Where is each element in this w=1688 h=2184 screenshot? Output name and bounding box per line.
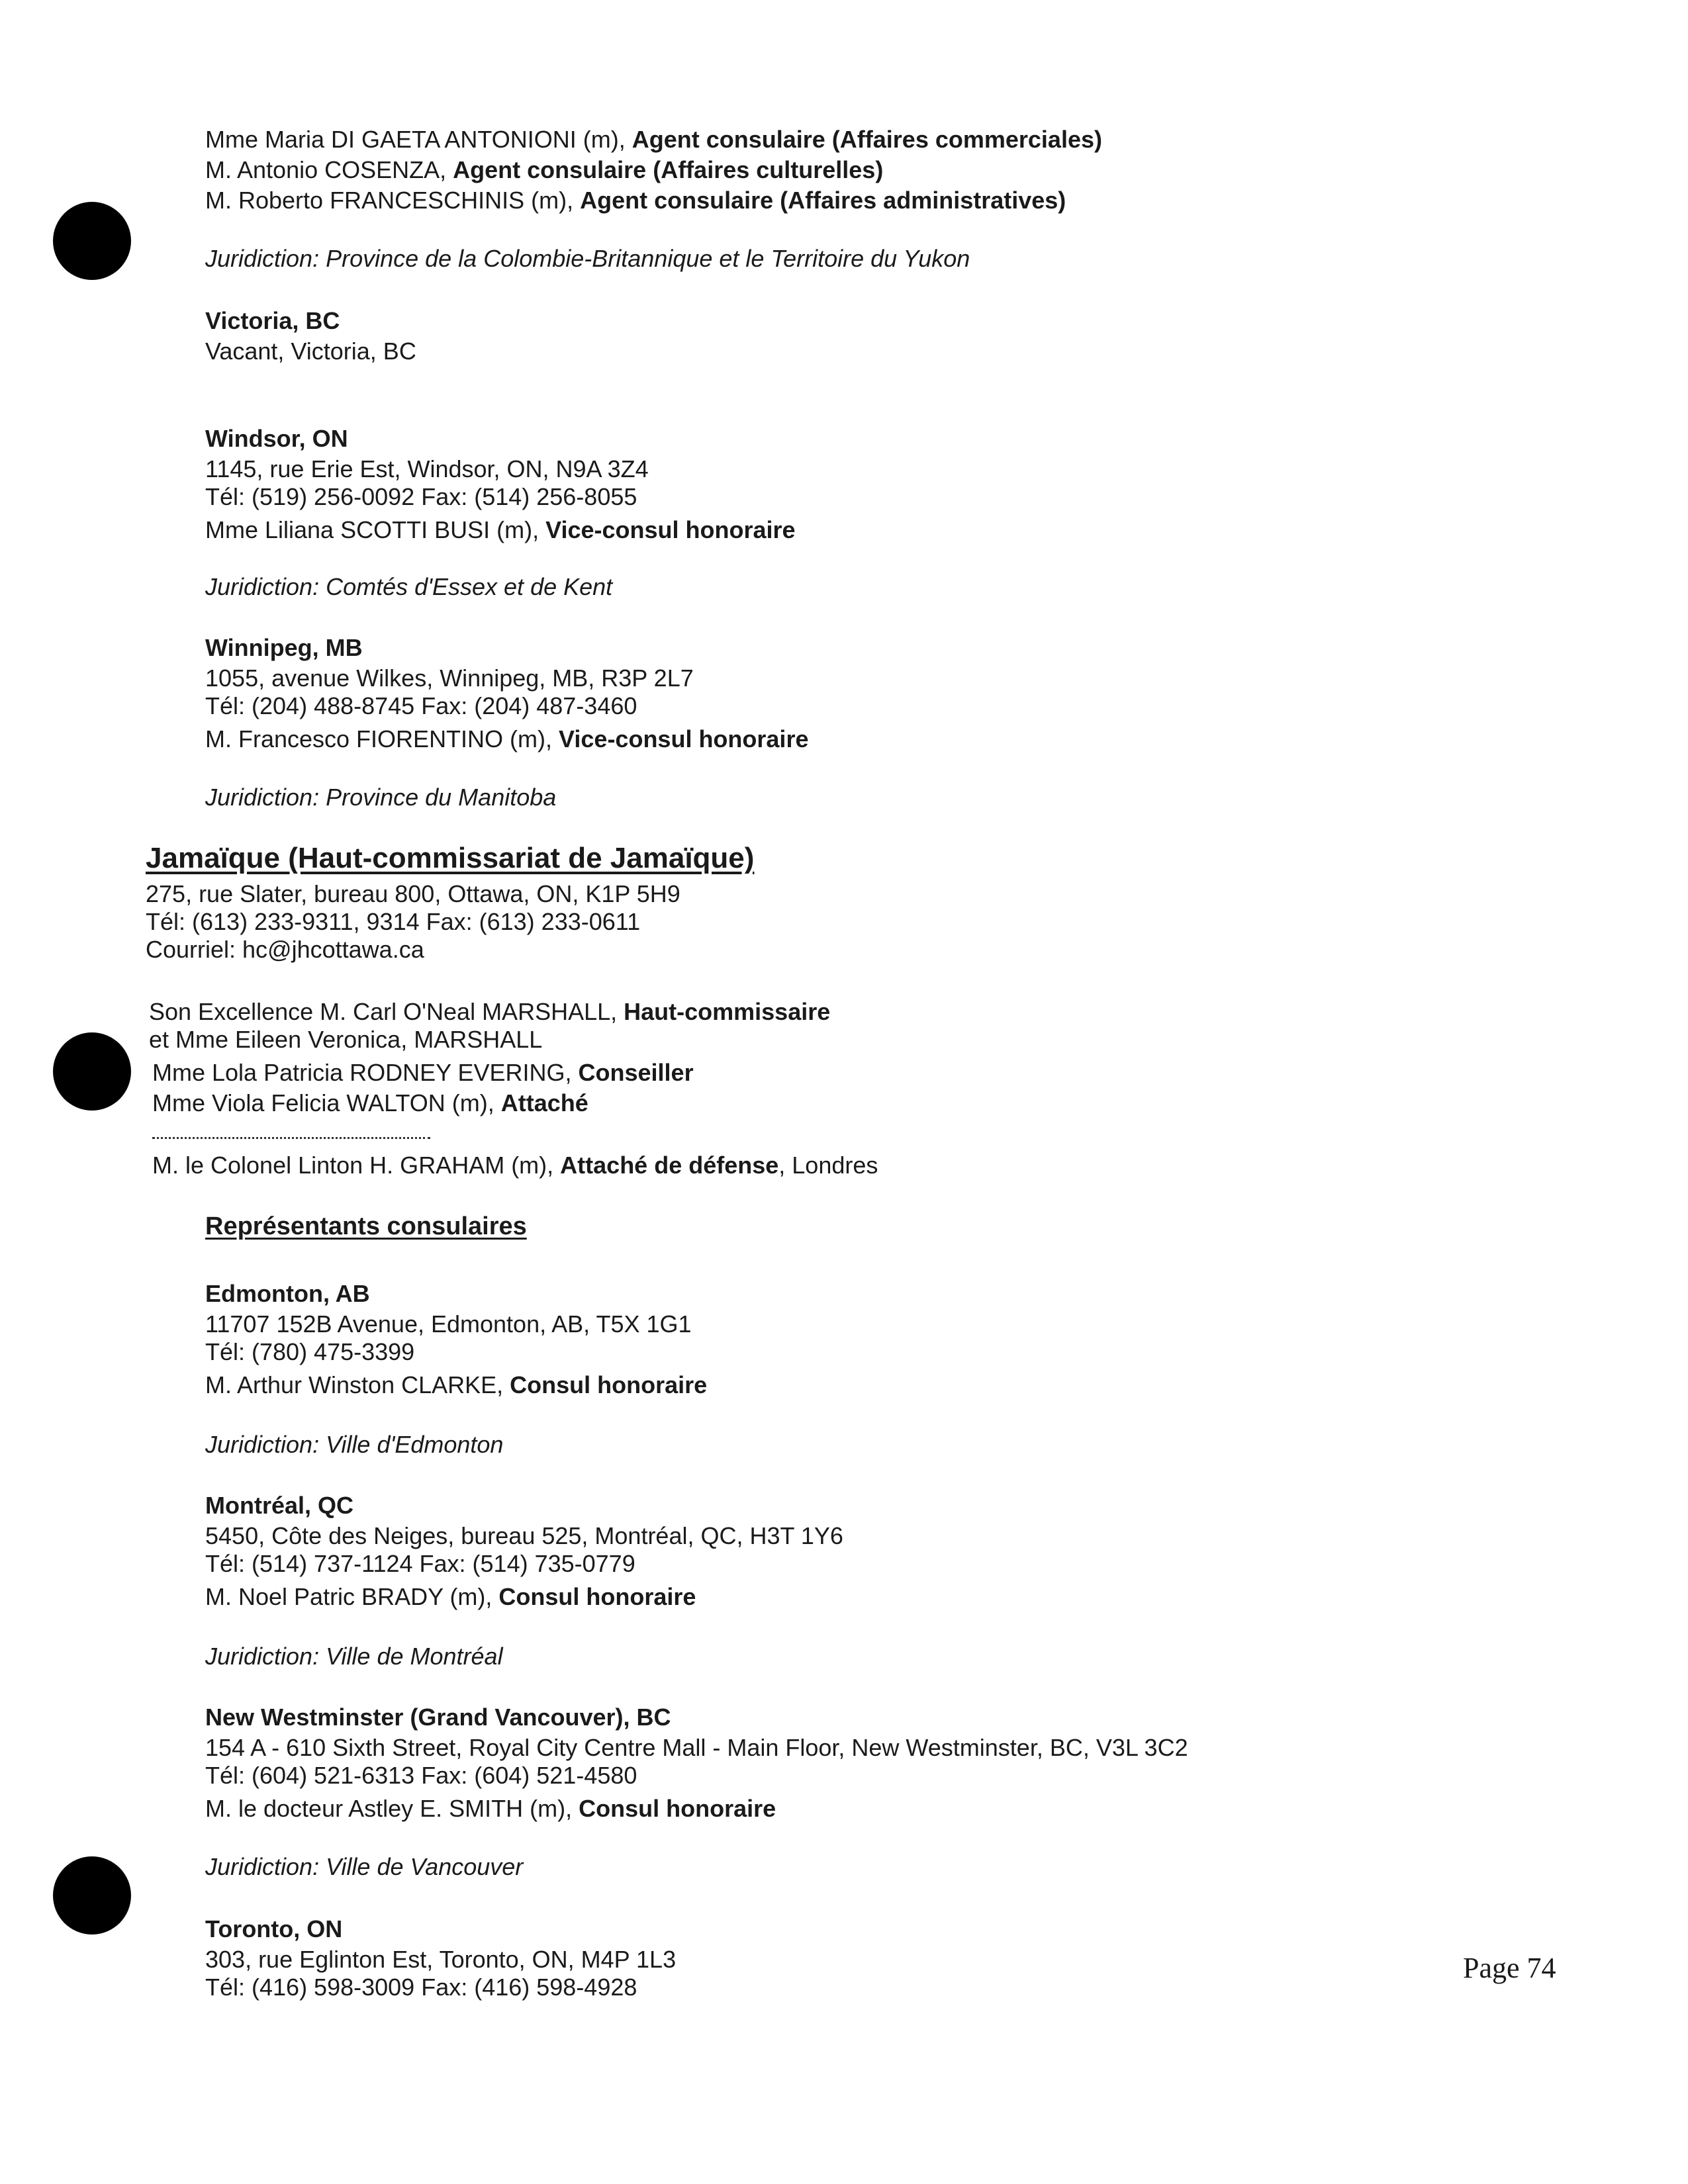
city-heading-windsor: Windsor, ON — [205, 425, 348, 452]
jurisdiction-text: Juridiction: Province du Manitoba — [205, 784, 557, 811]
address-line: 1055, avenue Wilkes, Winnipeg, MB, R3P 2L7 — [205, 664, 694, 692]
city-heading-winnipeg: Winnipeg, MB — [205, 634, 363, 661]
phone-line: Tél: (514) 737-1124 Fax: (514) 735-0779 — [205, 1550, 635, 1577]
staff-line: Mme Lola Patricia RODNEY EVERING, Conseiller — [152, 1059, 694, 1086]
phone-line: Tél: (613) 233-9311, 9314 Fax: (613) 233-0611 — [146, 908, 641, 935]
person-line: M. Francesco FIORENTINO (m), Vice-consul honoraire — [205, 725, 809, 752]
person-line: Mme Liliana SCOTTI BUSI (m), Vice-consul honoraire — [205, 516, 796, 543]
country-heading: Jamaïque (Haut-commissariat de Jamaïque) — [146, 842, 755, 874]
address-line: 154 A - 610 Sixth Street, Royal City Centre Mall - Main Floor, New Westminster, BC, V3L 3C2 — [205, 1734, 1188, 1761]
jurisdiction-text: Juridiction: Province de la Colombie-Britannique et le Territoire du Yukon — [205, 245, 970, 272]
staff-line: et Mme Eileen Veronica, MARSHALL — [149, 1026, 543, 1053]
dotted-separator — [152, 1137, 430, 1139]
phone-line: Tél: (204) 488-8745 Fax: (204) 487-3460 — [205, 692, 637, 719]
address-line: 5450, Côte des Neiges, bureau 525, Montréal, QC, H3T 1Y6 — [205, 1522, 843, 1549]
agent-line: M. Antonio COSENZA, Agent consulaire (Affaires culturelles) — [205, 156, 884, 183]
jurisdiction-text: Juridiction: Comtés d'Essex et de Kent — [205, 573, 613, 600]
city-heading-new-westminster: New Westminster (Grand Vancouver), BC — [205, 1704, 671, 1731]
binder-hole-top — [53, 202, 131, 280]
defense-attache-line: M. le Colonel Linton H. GRAHAM (m), Attaché de défense, Londres — [152, 1152, 878, 1179]
phone-line: Tél: (519) 256-0092 Fax: (514) 256-8055 — [205, 483, 637, 510]
consular-heading: Représentants consulaires — [205, 1212, 527, 1240]
address-line: 275, rue Slater, bureau 800, Ottawa, ON, K1P 5H9 — [146, 880, 680, 907]
jurisdiction-text: Juridiction: Ville d'Edmonton — [205, 1431, 504, 1458]
staff-line: Son Excellence M. Carl O'Neal MARSHALL, Haut-commissaire — [149, 998, 831, 1025]
binder-hole-bottom — [53, 1856, 131, 1934]
jurisdiction-text: Juridiction: Ville de Montréal — [205, 1643, 503, 1670]
address-line: 1145, rue Erie Est, Windsor, ON, N9A 3Z4 — [205, 455, 649, 482]
vacant-line: Vacant, Victoria, BC — [205, 338, 416, 365]
person-line: M. Arthur Winston CLARKE, Consul honoraire — [205, 1371, 708, 1398]
jurisdiction-text: Juridiction: Ville de Vancouver — [205, 1853, 524, 1880]
person-line: M. le docteur Astley E. SMITH (m), Consul honoraire — [205, 1795, 776, 1822]
agent-line: Mme Maria DI GAETA ANTONIONI (m), Agent consulaire (Affaires commerciales) — [205, 126, 1102, 153]
city-heading-toronto: Toronto, ON — [205, 1915, 343, 1942]
staff-line: Mme Viola Felicia WALTON (m), Attaché — [152, 1089, 588, 1116]
city-heading-edmonton: Edmonton, AB — [205, 1280, 370, 1307]
address-line: 11707 152B Avenue, Edmonton, AB, T5X 1G1 — [205, 1310, 692, 1338]
email-line: Courriel: hc@jhcottawa.ca — [146, 936, 424, 963]
city-heading-montreal: Montréal, QC — [205, 1492, 354, 1519]
phone-line: Tél: (780) 475-3399 — [205, 1338, 415, 1365]
binder-hole-middle — [53, 1032, 131, 1111]
person-line: M. Noel Patric BRADY (m), Consul honoraire — [205, 1583, 696, 1610]
agent-line: M. Roberto FRANCESCHINIS (m), Agent consulaire (Affaires administratives) — [205, 187, 1066, 214]
phone-line: Tél: (416) 598-3009 Fax: (416) 598-4928 — [205, 1974, 637, 2001]
page-number: Page 74 — [1463, 1952, 1556, 1984]
city-heading-victoria: Victoria, BC — [205, 307, 340, 334]
phone-line: Tél: (604) 521-6313 Fax: (604) 521-4580 — [205, 1762, 637, 1789]
address-line: 303, rue Eglinton Est, Toronto, ON, M4P 1L3 — [205, 1946, 677, 1973]
